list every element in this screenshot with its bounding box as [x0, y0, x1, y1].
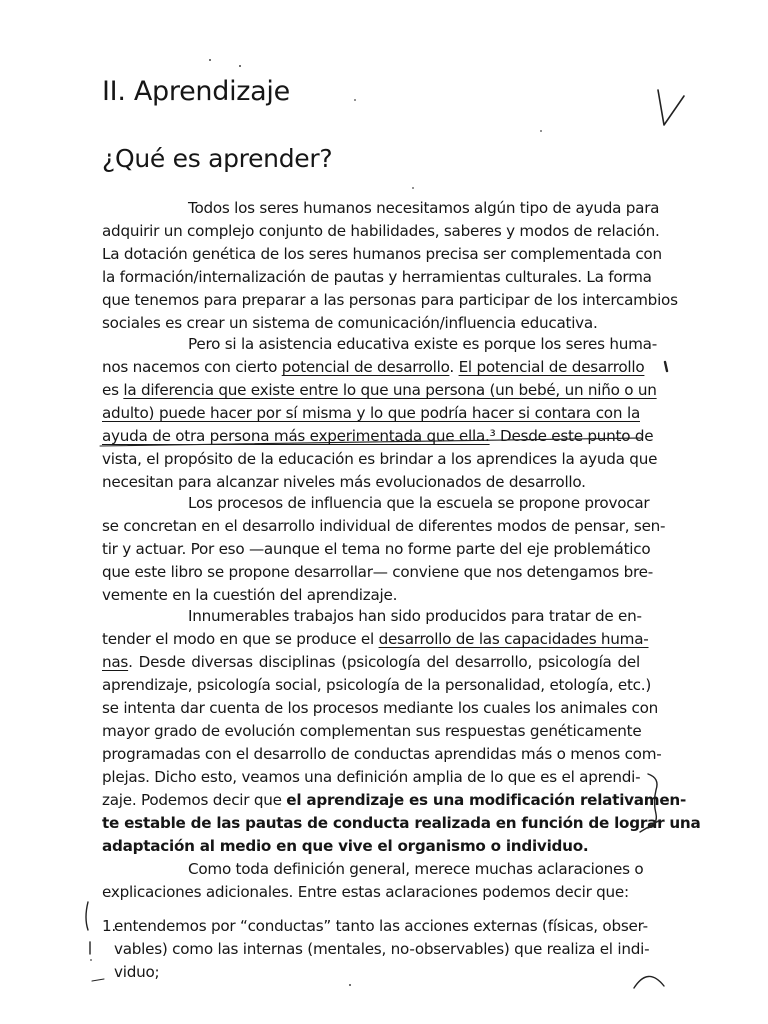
- bottom-arc: [634, 976, 664, 988]
- paragraph-line: zaje. Podemos decir que el aprendizaje es una modificación relativamen-: [102, 791, 687, 809]
- bottom-dash: [92, 979, 104, 981]
- paragraph-line: plejas. Dicho esto, veamos una definición amplia de lo que es el aprendi-: [102, 768, 641, 786]
- speck: [412, 187, 414, 189]
- paragraph-line: ayuda de otra persona más experimentada que ella.³ Desde este punto de: [102, 427, 654, 445]
- paragraph-line: nos nacemos con cierto potencial de desarrollo. El potencial de desarrollo: [102, 358, 645, 376]
- paragraph-line: se concretan en el desarrollo individual de diferentes modos de pensar, sen-: [102, 517, 666, 535]
- paragraph-line: Como toda definición general, merece muchas aclaraciones o: [188, 860, 644, 878]
- chapter-title: II. Aprendizaje: [102, 76, 290, 107]
- paragraph-line: la formación/internalización de pautas y herramientas culturales. La forma: [102, 268, 652, 286]
- paragraph-line: tir y actuar. Por eso —aunque el tema no forme parte del eje problemático: [102, 540, 651, 558]
- paragraph-line: explicaciones adicionales. Entre estas aclaraciones podemos decir que:: [102, 883, 629, 901]
- underlined-text: El potencial de desarrollo: [458, 358, 645, 376]
- speck: [209, 59, 211, 61]
- left-margin-bracket: [86, 902, 88, 930]
- check-mark: [658, 90, 684, 125]
- paragraph-line: programadas con el desarrollo de conductas aprendidas más o menos com-: [102, 745, 662, 763]
- paragraph-line: vemente en la cuestión del aprendizaje.: [102, 586, 398, 604]
- margin-bracket: [648, 774, 657, 828]
- paragraph-line: Innumerables trabajos han sido producidos para tratar de en-: [188, 607, 642, 625]
- list-item-line: entendemos por “conductas” tanto las acciones externas (físicas, obser-: [114, 917, 648, 935]
- definition-line: te estable de las pautas de conducta realizada en función de lograr una: [102, 814, 701, 832]
- margin-hook: [640, 820, 660, 832]
- list-item-number: 1.: [102, 917, 116, 935]
- paragraph-line: vista, el propósito de la educación es brindar a los aprendices la ayuda que: [102, 450, 658, 468]
- paragraph-line: necesitan para alcanzar niveles más evolucionados de desarrollo.: [102, 473, 586, 491]
- underlined-text: la diferencia que existe entre lo que una persona (un bebé, un niño o un: [123, 381, 657, 399]
- definition-text: el aprendizaje es una modificación relativamen-: [286, 791, 687, 809]
- speck: [349, 984, 351, 986]
- speck: [540, 130, 542, 132]
- section-title: ¿Qué es aprender?: [102, 144, 333, 173]
- speck: [90, 959, 92, 961]
- underlined-text: potencial de desarrollo: [281, 358, 450, 376]
- paragraph-line: aprendizaje, psicología social, psicología de la personalidad, etología, etc.): [102, 676, 652, 694]
- paragraph-line: tender el modo en que se produce el desarrollo de las capacidades huma-: [102, 630, 649, 648]
- underlined-text: adulto) puede hacer por sí misma y lo que podría hacer si contara con la: [102, 404, 640, 422]
- speck: [354, 99, 356, 101]
- paragraph-line: nas. Desde diversas disciplinas (psicología del desarrollo, psicología del: [102, 653, 640, 671]
- paragraph-line: que este libro se propone desarrollar— conviene que nos detengamos bre-: [102, 563, 653, 581]
- paragraph-line: Pero si la asistencia educativa existe es porque los seres huma-: [188, 335, 657, 353]
- paragraph-line: se intenta dar cuenta de los procesos mediante los cuales los animales con: [102, 699, 659, 717]
- paragraph-line: sociales es crear un sistema de comunicación/influencia educativa.: [102, 314, 598, 332]
- paragraph-line: mayor grado de evolución complementan sus respuestas genéticamente: [102, 722, 642, 740]
- underline-stroke: [100, 438, 642, 446]
- underlined-text: ayuda de otra persona más experimentada que ella.: [102, 427, 490, 445]
- paragraph-line: Los procesos de influencia que la escuela se propone provocar: [188, 494, 650, 512]
- definition-line: adaptación al medio en que vive el organismo o individuo.: [102, 837, 589, 855]
- speck: [239, 65, 241, 67]
- underlined-text: desarrollo de las capacidades huma-: [378, 630, 649, 648]
- paragraph-line: adquirir un complejo conjunto de habilidades, saberes y modos de relación.: [102, 222, 660, 240]
- paragraph-line: Todos los seres humanos necesitamos algún tipo de ayuda para: [188, 199, 660, 217]
- margin-exclamation: [665, 362, 667, 371]
- paragraph-line: La dotación genética de los seres humanos precisa ser complementada con: [102, 245, 662, 263]
- list-item-line: vables) como las internas (mentales, no-observables) que realiza el indi-: [114, 940, 650, 958]
- list-item-line: viduo;: [114, 963, 160, 981]
- paragraph-line: es la diferencia que existe entre lo que una persona (un bebé, un niño o un: [102, 381, 657, 399]
- paragraph-line: que tenemos para preparar a las personas para participar de los intercambios: [102, 291, 678, 309]
- underlined-text: nas: [102, 653, 129, 671]
